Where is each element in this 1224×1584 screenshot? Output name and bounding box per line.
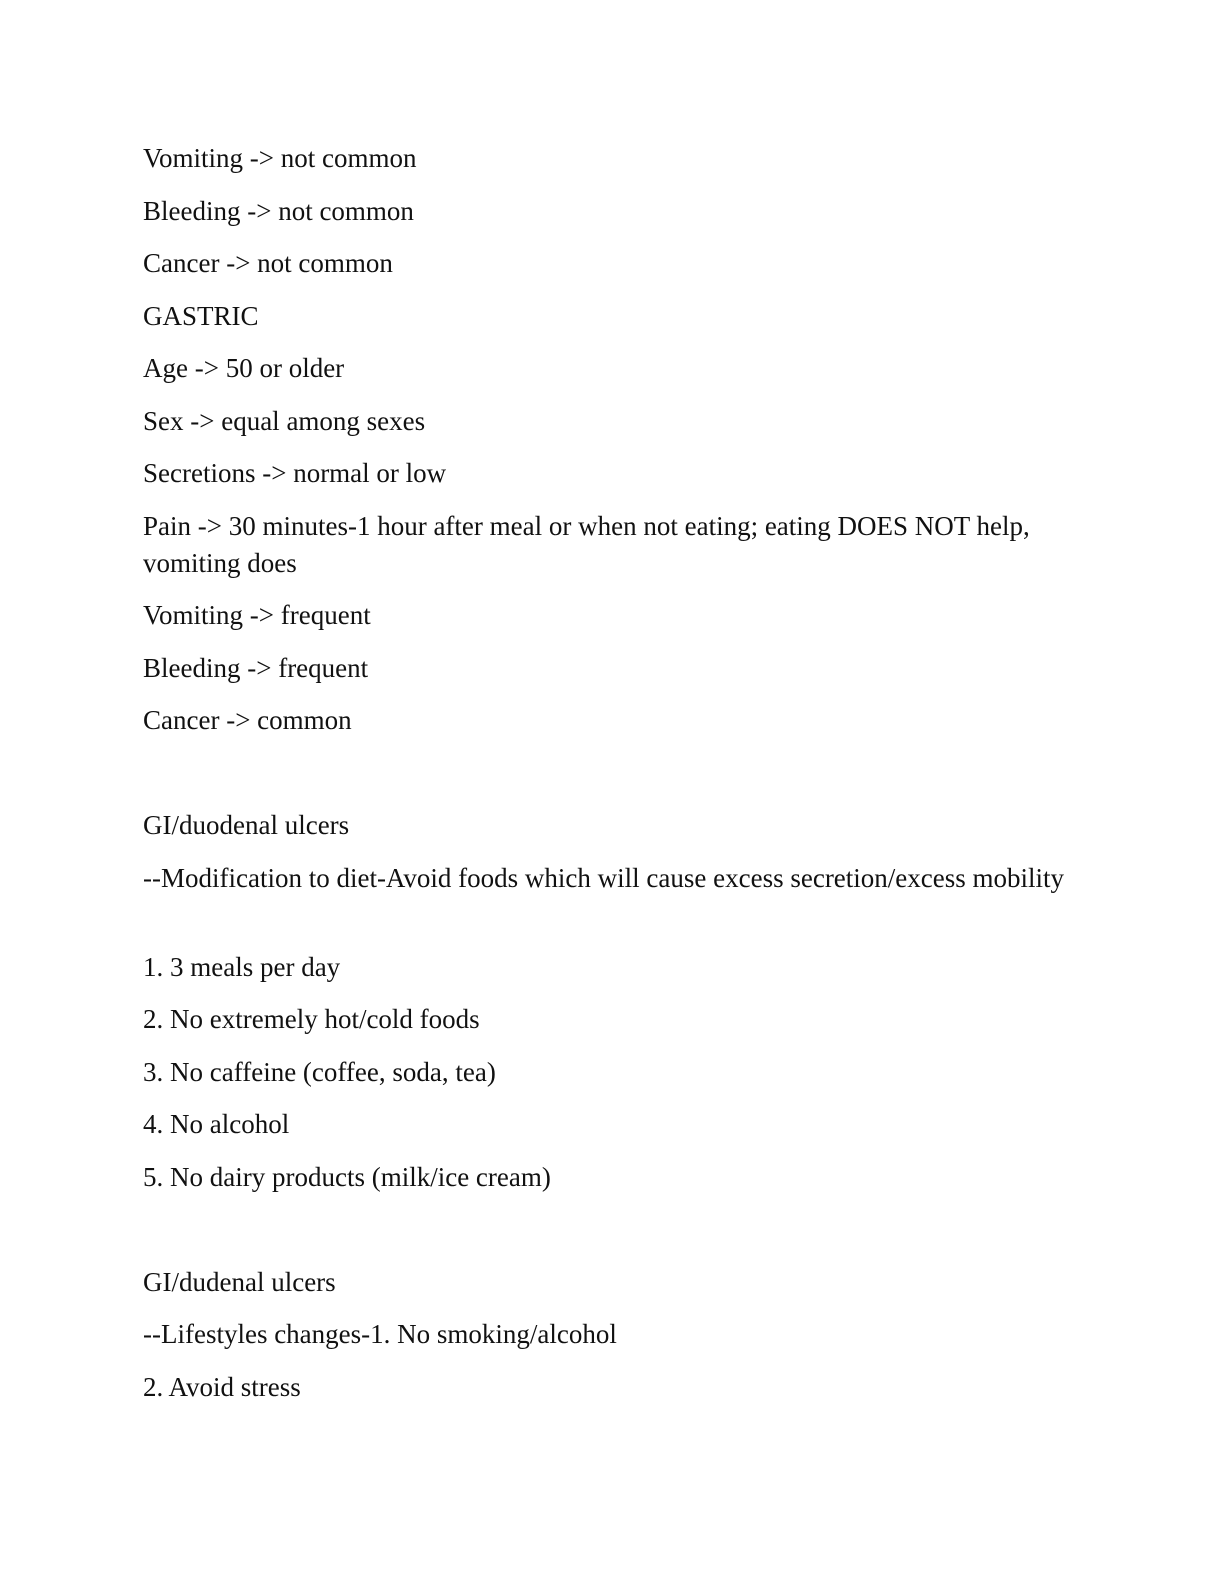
diet-item-4: 4. No alcohol <box>143 1109 290 1139</box>
lifestyle-item-2: 2. Avoid stress <box>143 1372 301 1402</box>
gi-duodenal-ulcers-heading: GI/duodenal ulcers <box>143 810 350 840</box>
gastric-sex-line: Sex -> equal among sexes <box>143 406 426 436</box>
gastric-heading: GASTRIC <box>143 301 259 331</box>
diet-item-5: 5. No dairy products (milk/ice cream) <box>143 1162 551 1192</box>
gi-dudenal-ulcers-heading: GI/dudenal ulcers <box>143 1267 336 1297</box>
diet-item-3: 3. No caffeine (coffee, soda, tea) <box>143 1057 496 1087</box>
gastric-cancer-line: Cancer -> common <box>143 705 352 735</box>
gastric-vomiting-line: Vomiting -> frequent <box>143 600 371 630</box>
diet-item-1: 1. 3 meals per day <box>143 952 341 982</box>
lifestyle-changes-line: --Lifestyles changes-1. No smoking/alcohol <box>143 1319 617 1349</box>
diet-modification-line: --Modification to diet-Avoid foods which will cause excess secretion/excess mobility <box>143 863 1065 893</box>
gastric-age-line: Age -> 50 or older <box>143 353 345 383</box>
duodenal-bleeding-line: Bleeding -> not common <box>143 196 414 226</box>
duodenal-cancer-line: Cancer -> not common <box>143 248 393 278</box>
gastric-secretions-line: Secretions -> normal or low <box>143 458 447 488</box>
gastric-pain-line: Pain -> 30 minutes-1 hour after meal or when not eating; eating DOES NOT help, vomiting does <box>143 511 1030 578</box>
gastric-bleeding-line: Bleeding -> frequent <box>143 653 369 683</box>
diet-item-2: 2. No extremely hot/cold foods <box>143 1004 480 1034</box>
duodenal-vomiting-line: Vomiting -> not common <box>143 143 417 173</box>
